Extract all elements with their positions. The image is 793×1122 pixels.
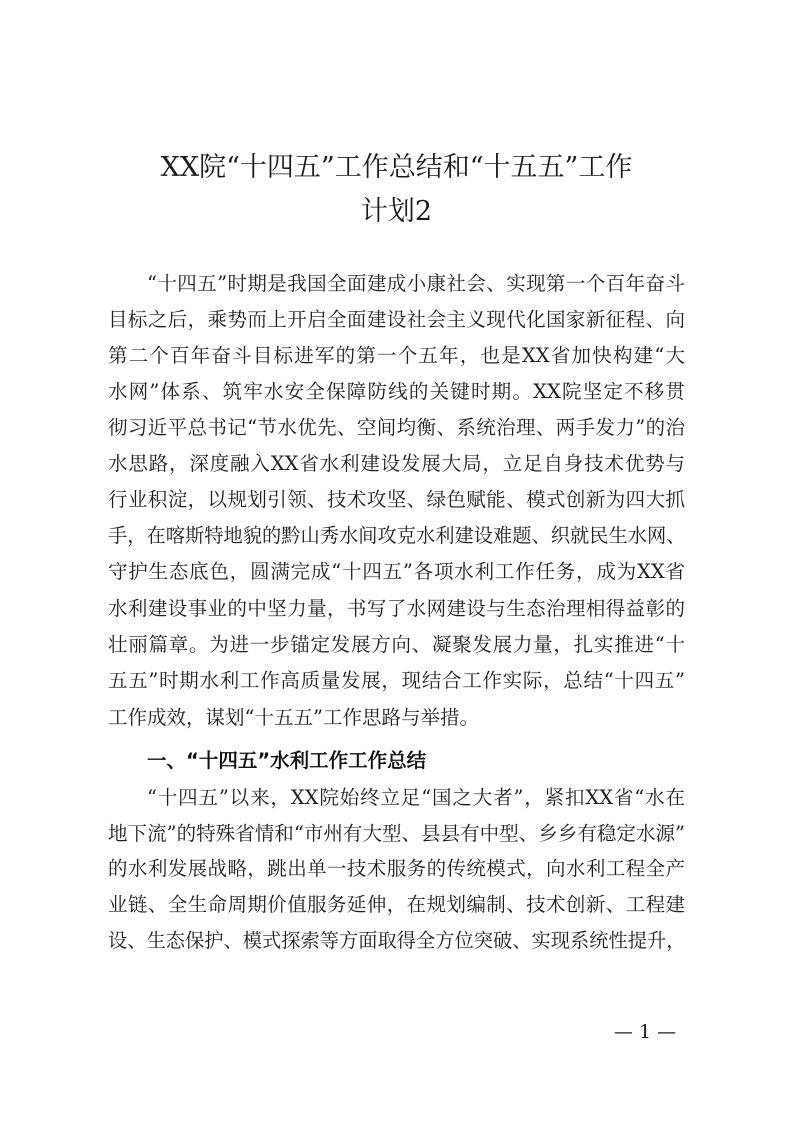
body-line: 五五”时期水利工作高质量发展，现结合工作实际，总结“十四五” <box>108 669 685 692</box>
body-line: 守护生态底色，圆满完成“十四五”各项水利工作任务，成为XX省 <box>108 560 685 583</box>
document-title-line-1: XX院“十四五”工作总结和“十五五”工作 <box>160 152 633 183</box>
body-line: 业链、全生命周期价值服务延伸，在规划编制、技术创新、工程建 <box>108 893 685 916</box>
body-line: 手，在喀斯特地貌的黔山秀水间攻克水利建设难题、织就民生水网、 <box>108 524 686 547</box>
body-line: 的水利发展战略，跳出单一技术服务的传统模式，向水利工程全产 <box>108 857 685 880</box>
body-line: 行业积淀，以规划引领、技术攻坚、绿色赋能、模式创新为四大抓 <box>108 488 685 511</box>
document-title-line-2: 计划2 <box>360 196 433 227</box>
body-line: 水网”体系、筑牢水安全保障防线的关键时期。XX院坚定不移贯 <box>108 380 685 403</box>
body-line: 地下流”的特殊省情和“市州有大型、县县有中型、乡乡有稳定水源” <box>108 822 685 845</box>
page-number: — 1 — <box>613 1021 677 1043</box>
body-line: “十四五”时期是我国全面建成小康社会、实现第一个百年奋斗 <box>147 272 685 295</box>
body-line: 彻习近平总书记“节水优先、空间均衡、系统治理、两手发力”的治 <box>108 416 685 439</box>
section-heading: 一、“十四五”水利工作工作总结 <box>147 749 427 772</box>
body-line: 壮丽篇章。为进一步锚定发展方向、凝聚发展力量，扎实推进“十 <box>108 633 685 656</box>
body-line: 水思路，深度融入XX省水利建设发展大局，立足自身技术优势与 <box>108 452 685 475</box>
body-line: 设、生态保护、模式探索等方面取得全方位突破、实现系统性提升， <box>108 929 686 952</box>
body-line: 目标之后，乘势而上开启全面建设社会主义现代化国家新征程、向 <box>108 308 685 331</box>
body-line: 第二个百年奋斗目标进军的第一个五年，也是XX省加快构建“大 <box>108 344 685 367</box>
body-line: 工作成效，谋划“十五五”工作思路与举措。 <box>108 706 479 729</box>
body-line: 水利建设事业的中坚力量，书写了水网建设与生态治理相得益彰的 <box>108 597 685 620</box>
body-line: “十四五”以来，XX院始终立足“国之大者”，紧扣XX省“水在 <box>147 786 685 809</box>
